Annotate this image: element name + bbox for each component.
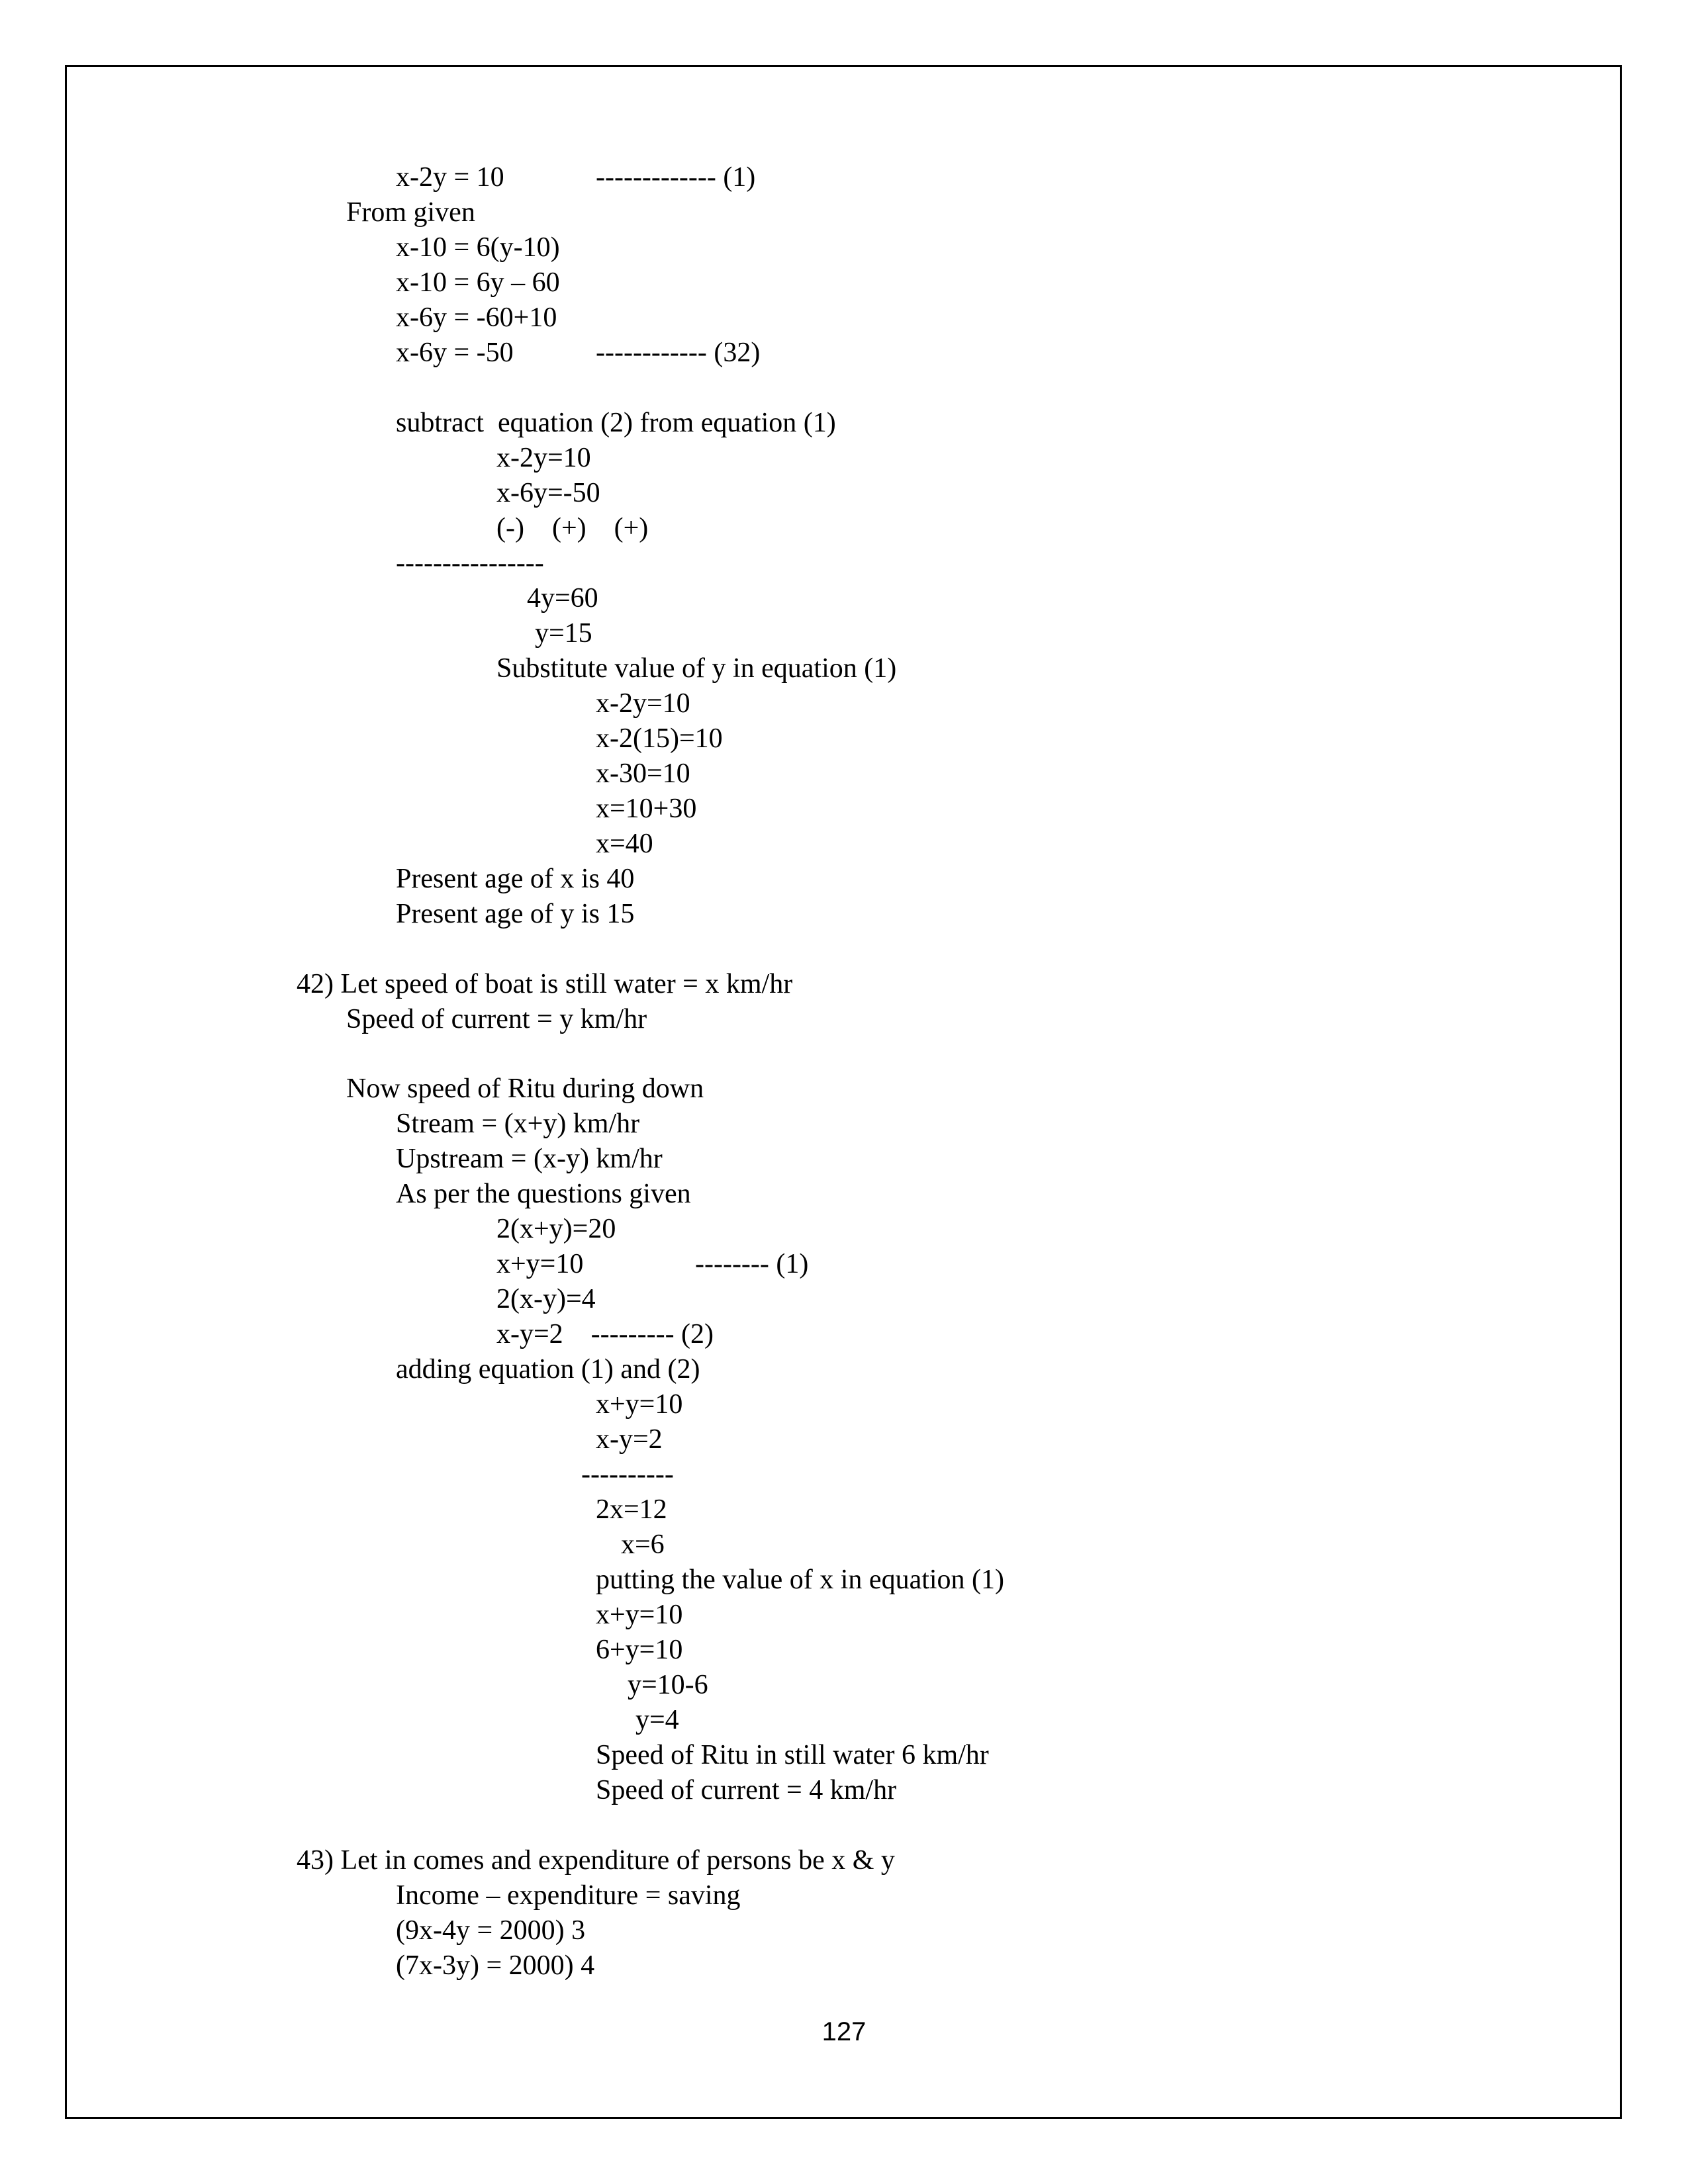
text-line: x-6y=-50 [496,478,600,508]
text-line: Speed of current = y km/hr [346,1004,647,1034]
text-line: ---------- [581,1459,674,1490]
text-line: -------- (1) [695,1249,809,1279]
text-line: ---------------- [396,548,544,578]
page-border [65,65,1622,2119]
text-line: x-y=2 --------- (2) [496,1319,714,1349]
text-line: Present age of y is 15 [396,899,635,929]
text-line: From given [346,197,475,228]
text-line: x-2y=10 [596,688,690,719]
text-line: (7x-3y) = 2000) 4 [396,1950,595,1981]
text-line: adding equation (1) and (2) [396,1354,700,1385]
text-line: x+y=10 [596,1600,683,1630]
text-line: Present age of x is 40 [396,864,635,894]
text-line: x=6 [621,1529,665,1560]
text-line: 2(x-y)=4 [496,1284,596,1314]
text-line: x-10 = 6y – 60 [396,267,560,298]
text-line: x-2(15)=10 [596,723,723,754]
text-line: x-2y=10 [496,443,591,473]
text-line: x+y=10 [596,1389,683,1420]
text-line: (-) (+) (+) [496,513,649,543]
question-heading: 42) Let speed of boat is still water = x km/hr [297,969,793,999]
text-line: As per the questions given [396,1179,691,1209]
text-line: 4y=60 [527,583,598,614]
text-line: x-y=2 [596,1424,663,1455]
text-line: Income – expenditure = saving [396,1880,741,1911]
text-line: x-6y = -50 [396,338,514,368]
text-line: 2x=12 [596,1494,667,1525]
text-line: x=40 [596,829,653,859]
text-line: y=4 [635,1705,679,1735]
text-line: 2(x+y)=20 [496,1214,616,1244]
question-heading: 43) Let in comes and expenditure of persons be x & y [297,1845,895,1876]
text-line: ------------ (32) [596,338,761,368]
text-line: y=15 [535,618,592,649]
text-line: x+y=10 [496,1249,584,1279]
text-line: Speed of current = 4 km/hr [596,1775,897,1805]
text-line: x-6y = -60+10 [396,302,557,333]
text-line: y=10-6 [628,1670,708,1700]
text-line: Upstream = (x-y) km/hr [396,1144,663,1174]
text-line: x-30=10 [596,758,690,789]
text-line: x-10 = 6(y-10) [396,232,560,263]
text-line: ------------- (1) [596,162,756,193]
text-line: subtract equation (2) from equation (1) [396,408,836,438]
text-line: Substitute value of y in equation (1) [496,653,897,684]
text-line: Now speed of Ritu during down [346,1073,704,1104]
text-line: Stream = (x+y) km/hr [396,1109,640,1139]
text-line: 6+y=10 [596,1635,683,1665]
text-line: x-2y = 10 [396,162,504,193]
text-line: (9x-4y = 2000) 3 [396,1915,586,1946]
text-line: putting the value of x in equation (1) [596,1565,1005,1595]
text-line: x=10+30 [596,794,697,824]
text-line: Speed of Ritu in still water 6 km/hr [596,1740,989,1770]
page-number: 127 [821,2017,867,2046]
